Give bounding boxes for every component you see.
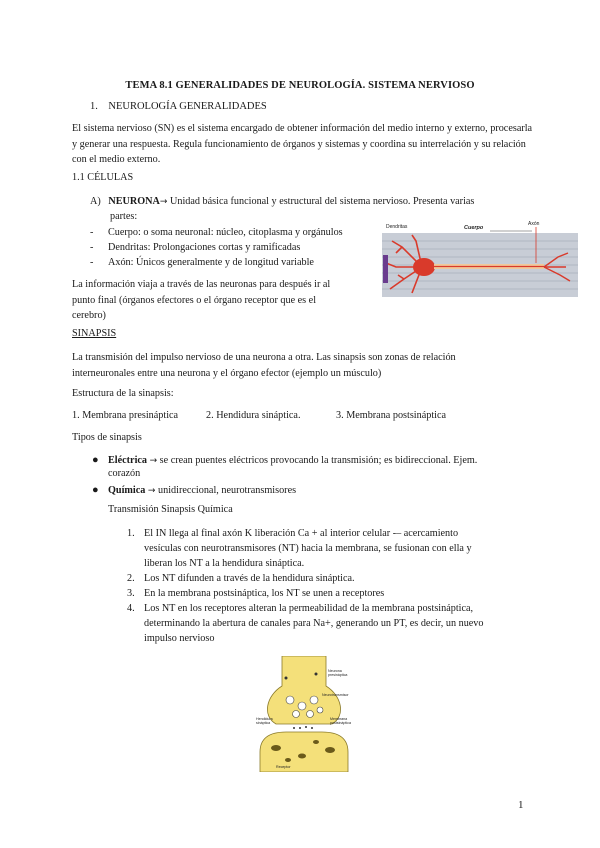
soma-shape (413, 258, 435, 276)
estructura-item-3: 3. Membrana postsináptica (336, 410, 447, 421)
section-heading-text: NEUROLOGÍA GENERALIDADES (108, 101, 267, 112)
bullet-icon: ● (92, 484, 99, 496)
fig-label: Membrana (330, 717, 348, 721)
arrow-icon: → (149, 456, 158, 466)
estructura-item-2: 2. Hendidura sináptica. (206, 410, 301, 421)
fig-label: Neurotransmisor (322, 693, 349, 697)
neurona-line (90, 195, 530, 210)
neuron-figure (382, 219, 578, 297)
postsynaptic-membrane (260, 732, 348, 772)
neurona-info: La información viaja a través de las neuronas para después ir al punto final (órganos efectores o el órgano receptor que es el cerebro) (72, 279, 331, 321)
neurona-def-cont: partes: (110, 211, 138, 222)
synapse-figure (256, 656, 352, 772)
list-item: ● Eléctrica → se crean puentes eléctricos provocando la transmisión; es bidireccional. Ejem. (92, 453, 512, 469)
transmision-label: Transmisión Sinapsis Química (108, 504, 233, 515)
list-item: 3. En la membrana postsináptica, los NT se unen a receptores (127, 588, 385, 599)
list-item: - Axón: Únicos generalmente y de longitud variable (90, 257, 314, 268)
neurona-def: Unidad básica funcional y estructural del sistema nervioso. Presenta varias (167, 196, 475, 207)
fig-label: postsináptica (330, 721, 351, 725)
list-item: ● Química → unidireccional, neurotransmisores (92, 483, 512, 499)
fig-label: sináptica (256, 721, 271, 725)
list-item: - Cuerpo: o soma neuronal: núcleo, citoplasma y orgánulos (90, 227, 343, 238)
subheading-celulas: 1.1 CÉLULAS (72, 172, 134, 183)
label-dendritas: Dendritas (386, 224, 408, 230)
fig-label: Neurona (328, 669, 342, 673)
tipos-label: Tipos de sinapsis (72, 432, 142, 443)
bullet-icon: ● (92, 454, 99, 466)
arrow-icon: → (147, 486, 156, 496)
sinapsis-heading: SINAPSIS (72, 328, 117, 339)
sinapsis-definition: La transmisión del impulso nervioso de una neurona a otra. Las sinapsis son zonas de relación interneuronales entre una neurona y el órgano efector (ejemplo un músculo) (72, 352, 456, 379)
estructura-label: Estructura de la sinapsis: (72, 388, 174, 399)
label-axon: Axón (528, 221, 540, 227)
tipo-electrica-cont: corazón (108, 468, 141, 479)
label-cuerpo: Cuerpo (464, 225, 484, 231)
page-number: 1 (518, 799, 524, 811)
neurona-term: NEURONA (108, 196, 160, 207)
intro-paragraph: El sistema nervioso (SN) es el sistema encargado de obtener información del medio interno y externo, procesarla y generar una respuesta. Regula funcionamiento de órganos y sistemas y coordina su interrelación y su relación con el medio externo. (72, 123, 533, 165)
fig-label: Hendidura (256, 717, 273, 721)
estructura-item-1: 1. Membrana presináptica (72, 410, 179, 421)
section-heading-1 (90, 99, 267, 114)
list-item: - Dendritas: Prolongaciones cortas y ramificadas (90, 242, 301, 253)
page-title: TEMA 8.1 GENERALIDADES DE NEUROLOGÍA. SISTEMA NERVIOSO (125, 80, 475, 91)
fig-label: Receptor (276, 765, 291, 769)
list-item: 1. El IN llega al final axón K liberación Ca + al interior celular -– acercamiento vesículas con neurotransmisores (NT) hacia la membrana, se fusionan con ella y liberan los NT a la hendidura sináptica. (127, 528, 472, 569)
neurona-marker: A) (90, 196, 101, 207)
presynaptic-terminal (267, 656, 340, 724)
arrow-icon: → (159, 197, 168, 207)
list-item: 2. Los NT difunden a través de la hendidura sináptica. (127, 573, 355, 584)
list-item: 4. Los NT en los receptores alteran la permeabilidad de la membrana postsináptica, determinando la abertura de canales para Na+, generando un PT, es decir, un nuevo impulso nervioso (127, 603, 484, 644)
fig-label: presináptica (328, 673, 348, 677)
section-number: 1. (90, 101, 98, 112)
